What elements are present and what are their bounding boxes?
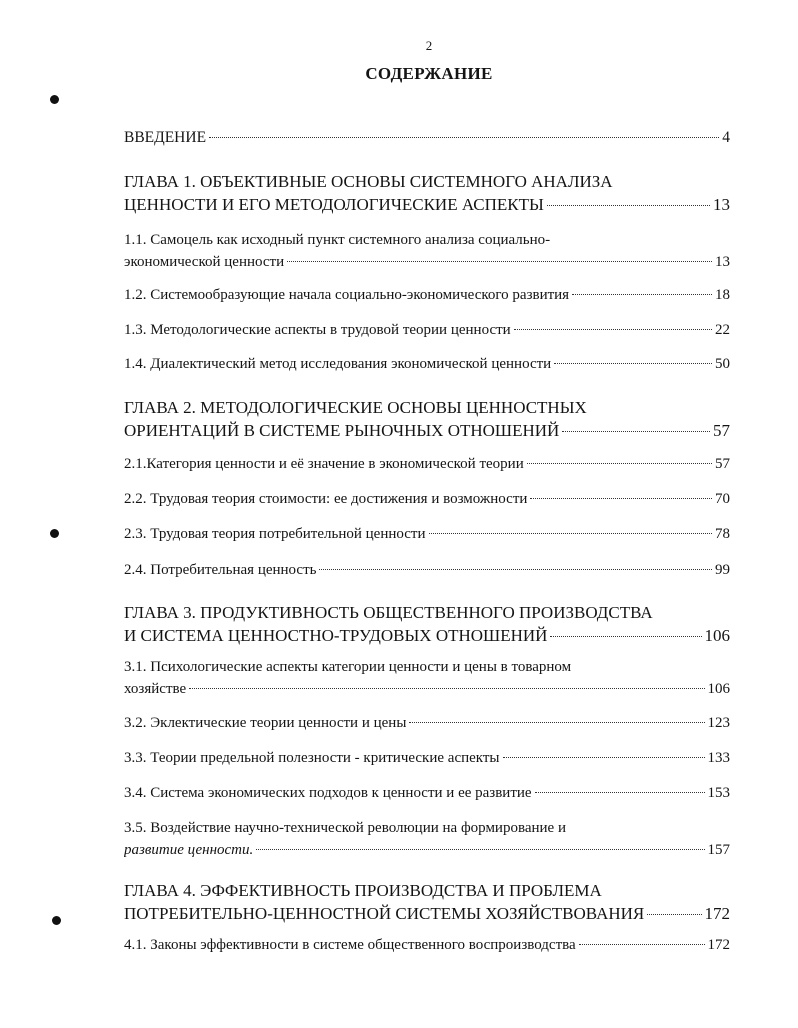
toc-page-number: 50 xyxy=(715,356,730,372)
toc-page-number: 18 xyxy=(715,287,730,303)
toc-chapter-line: ПОТРЕБИТЕЛЬНО-ЦЕННОСТНОЙ СИСТЕМЫ ХОЗЯЙСТВОВАНИЯ xyxy=(124,904,645,923)
toc-entry-text: 3.3. Теории предельной полезности - критические аспекты xyxy=(124,750,500,766)
toc-page-number: 106 xyxy=(704,626,730,645)
toc-entry-text: экономической ценности xyxy=(124,254,285,270)
dot-leader xyxy=(429,533,713,534)
dot-leader xyxy=(647,914,701,915)
toc-chapter-line: ЦЕННОСТИ И ЕГО МЕТОДОЛОГИЧЕСКИЕ АСПЕКТЫ xyxy=(124,195,544,214)
toc-section-3-5 xyxy=(124,817,730,861)
page-number: 2 xyxy=(425,38,433,53)
toc-chapter-line: ОРИЕНТАЦИЙ В СИСТЕМЕ РЫНОЧНЫХ ОТНОШЕНИЙ xyxy=(124,421,560,440)
toc-chapter-line: ГЛАВА 2. МЕТОДОЛОГИЧЕСКИЕ ОСНОВЫ ЦЕННОСТНЫХ xyxy=(124,398,587,417)
toc-section-3-4 xyxy=(124,782,730,804)
toc-entry-introduction xyxy=(124,127,730,149)
toc-section-4-1 xyxy=(124,934,730,956)
toc-page-number: 57 xyxy=(713,421,730,440)
toc-entry-text: развитие ценности. xyxy=(124,842,254,858)
toc-chapter-1 xyxy=(124,170,730,216)
toc-entry-text: 3.5. Воздействие научно-технической революции на формирование и xyxy=(124,820,566,836)
toc-section-3-2 xyxy=(124,712,730,734)
toc-page-number: 172 xyxy=(704,904,730,923)
toc-page-number: 99 xyxy=(715,562,730,578)
toc-chapter-4 xyxy=(124,879,730,925)
toc-page-number: 22 xyxy=(715,322,730,338)
dot-leader xyxy=(572,294,712,295)
dot-leader xyxy=(514,329,712,330)
toc-page-number: 172 xyxy=(707,937,730,953)
page-title: СОДЕРЖАНИЕ xyxy=(365,64,493,83)
toc-section-2-2 xyxy=(124,488,730,510)
toc-entry-text: 1.2. Системообразующие начала социально-экономического развития xyxy=(124,287,570,303)
toc-entry-text: 3.1. Психологические аспекты категории ценности и цены в товарном xyxy=(124,659,572,675)
dot-leader xyxy=(189,688,704,689)
toc-section-2-1 xyxy=(124,453,730,475)
toc-entry-text: 2.4. Потребительная ценность xyxy=(124,562,317,578)
toc-page-number: 4 xyxy=(722,129,730,146)
toc-page-number: 13 xyxy=(713,195,730,214)
toc-entry-text: 3.4. Система экономических подходов к ценности и ее развитие xyxy=(124,785,532,801)
dot-leader xyxy=(409,722,704,723)
toc-entry-text: 2.1.Категория ценности и её значение в экономической теории xyxy=(124,456,524,472)
toc-section-1-4 xyxy=(124,353,730,375)
toc-chapter-line: ГЛАВА 1. ОБЪЕКТИВНЫЕ ОСНОВЫ СИСТЕМНОГО АНАЛИЗА xyxy=(124,172,613,191)
punch-hole-mark xyxy=(50,529,59,538)
toc-page-number: 57 xyxy=(715,456,730,472)
dot-leader xyxy=(562,431,710,432)
toc-page-number: 123 xyxy=(707,715,730,731)
toc-entry-text: ВВЕДЕНИЕ xyxy=(124,129,207,146)
toc-entry-text: 4.1. Законы эффективности в системе общественного воспроизводства xyxy=(124,937,576,953)
punch-hole-mark xyxy=(52,916,61,925)
toc-page-number: 106 xyxy=(707,681,730,697)
dot-leader xyxy=(209,137,719,138)
toc-section-2-3 xyxy=(124,523,730,545)
toc-entry-text: 3.2. Эклектические теории ценности и цены xyxy=(124,715,407,731)
toc-entry-text: хозяйстве xyxy=(124,681,187,697)
toc-page-number: 133 xyxy=(707,750,730,766)
dot-leader xyxy=(256,849,704,850)
toc-section-3-3 xyxy=(124,747,730,769)
toc-page-number: 78 xyxy=(715,526,730,542)
punch-hole-mark xyxy=(50,95,59,104)
toc-page-number: 70 xyxy=(715,491,730,507)
toc-page-number: 153 xyxy=(707,785,730,801)
toc-chapter-line: ГЛАВА 3. ПРОДУКТИВНОСТЬ ОБЩЕСТВЕННОГО ПРОИЗВОДСТВА xyxy=(124,603,653,622)
dot-leader xyxy=(287,261,712,262)
toc-page-number: 13 xyxy=(715,254,730,270)
toc-chapter-2 xyxy=(124,396,730,442)
dot-leader xyxy=(550,636,701,637)
dot-leader xyxy=(579,944,705,945)
toc-chapter-line: ГЛАВА 4. ЭФФЕКТИВНОСТЬ ПРОИЗВОДСТВА И ПРОБЛЕМА xyxy=(124,881,602,900)
dot-leader xyxy=(319,569,712,570)
toc-section-1-3 xyxy=(124,319,730,341)
toc-chapter-line: И СИСТЕМА ЦЕННОСТНО-ТРУДОВЫХ ОТНОШЕНИЙ xyxy=(124,626,548,645)
dot-leader xyxy=(547,205,710,206)
dot-leader xyxy=(527,463,712,464)
dot-leader xyxy=(530,498,712,499)
toc-chapter-3 xyxy=(124,601,730,647)
toc-section-2-4 xyxy=(124,559,730,581)
toc-entry-text: 1.4. Диалектический метод исследования экономической ценности xyxy=(124,356,552,372)
toc-section-1-1 xyxy=(124,229,730,273)
dot-leader xyxy=(535,792,705,793)
toc-page-number: 157 xyxy=(707,842,730,858)
dot-leader xyxy=(503,757,705,758)
toc-section-3-1 xyxy=(124,656,730,700)
toc-section-1-2 xyxy=(124,284,730,306)
toc-entry-text: 1.3. Методологические аспекты в трудовой теории ценности xyxy=(124,322,511,338)
toc-entry-text: 2.3. Трудовая теория потребительной ценности xyxy=(124,526,426,542)
dot-leader xyxy=(554,363,712,364)
toc-entry-text: 2.2. Трудовая теория стоимости: ее достижения и возможности xyxy=(124,491,528,507)
toc-entry-text: 1.1. Самоцель как исходный пункт системного анализа социально- xyxy=(124,232,551,248)
